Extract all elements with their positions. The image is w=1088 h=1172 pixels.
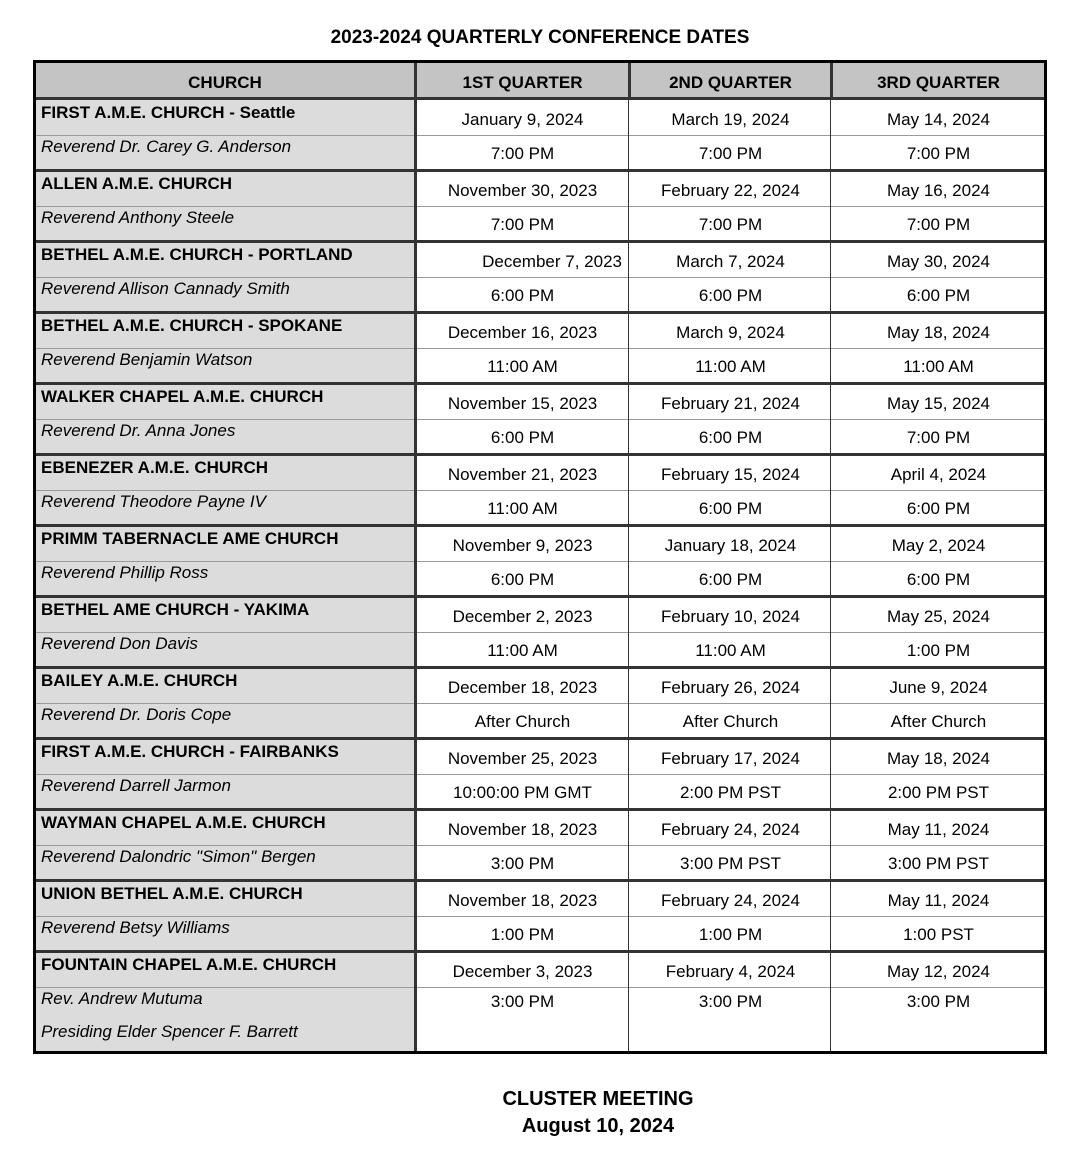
table-row [36,631,1044,665]
column-divider [830,313,831,384]
q3-date: May 30, 2024 [886,252,990,271]
church-name: BETHEL A.M.E. CHURCH - PORTLAND [41,245,353,264]
q3-time: 1:00 PM [906,641,971,660]
q2-time: After Church [682,712,779,731]
table-row [36,489,1044,523]
church-name: BAILEY A.M.E. CHURCH [41,671,238,690]
header-divider [628,63,631,100]
q1-time: 11:00 AM [487,499,558,518]
table-row [36,915,1044,949]
q2-time: 3:00 PM [698,992,763,1011]
table-row [36,276,1044,310]
block-divider [36,169,1044,172]
q1-time: 10:00:00 PM GMT [453,783,592,802]
column-divider [414,455,417,526]
q2-date: February 22, 2024 [661,181,800,200]
column-divider [830,242,831,313]
q2-time: 6:00 PM [698,286,763,305]
church-block [36,171,1044,242]
church-name: WAYMAN CHAPEL A.M.E. CHURCH [41,813,326,832]
column-divider [414,526,417,597]
table-row [36,134,1044,168]
q1-time: 6:00 PM [490,428,555,447]
pastor-name: Reverend Anthony Steele [41,208,235,227]
q2-time: 11:00 AM [695,641,766,660]
column-divider [628,952,629,1051]
q2-time: 2:00 PM PST [679,783,782,802]
table-row [36,810,1044,844]
q1-time: 6:00 PM [490,570,555,589]
column-divider [628,242,629,313]
column-divider [414,242,417,313]
column-divider [628,597,629,668]
q2-date: February 24, 2024 [661,820,800,839]
block-divider [36,524,1044,527]
pastor-name: Reverend Benjamin Watson [41,350,253,369]
block-divider [36,240,1044,243]
q1-date: December 7, 2023 [482,252,622,271]
pastor-name: Reverend Betsy Williams [41,918,230,937]
q1-time: 11:00 AM [487,641,558,660]
block-divider [36,595,1044,598]
column-divider [830,597,831,668]
q2-time: 11:00 AM [695,357,766,376]
column-divider [628,739,629,810]
column-divider [414,810,417,881]
q3-time: 1:00 PST [903,925,974,944]
column-divider [628,100,629,171]
q1-time: 3:00 PM [490,992,555,1011]
header-q2: 2ND QUARTER [669,73,792,92]
church-name: WALKER CHAPEL A.M.E. CHURCH [41,387,324,406]
q1-date: November 30, 2023 [447,181,598,200]
presiding-elder: Presiding Elder Spencer F. Barrett [41,1022,298,1041]
table-row [36,171,1044,205]
church-name: FIRST A.M.E. CHURCH - FAIRBANKS [41,742,339,761]
table-row [36,1019,1044,1053]
column-divider [830,881,831,952]
q3-date: May 12, 2024 [886,962,990,981]
church-block [36,100,1044,171]
column-divider [414,313,417,384]
church-block [36,242,1044,313]
column-divider [414,597,417,668]
q3-time: 3:00 PM [906,992,971,1011]
table-header [36,63,1044,100]
block-divider [36,879,1044,882]
church-name: PRIMM TABERNACLE AME CHURCH [41,529,339,548]
q3-time: 11:00 AM [903,357,974,376]
q1-time: After Church [474,712,571,731]
table-row [36,560,1044,594]
church-block [36,810,1044,881]
column-divider [628,668,629,739]
q2-time: 1:00 PM [698,925,763,944]
q1-date: December 16, 2023 [447,323,598,342]
q2-date: February 15, 2024 [661,465,800,484]
q3-time: 6:00 PM [906,286,971,305]
q1-time: 7:00 PM [490,144,555,163]
q1-date: November 25, 2023 [447,749,598,768]
q1-date: December 18, 2023 [447,678,598,697]
column-divider [830,739,831,810]
q3-date: April 4, 2024 [890,465,987,484]
q2-date: February 26, 2024 [661,678,800,697]
pastor-name: Reverend Theodore Payne IV [41,492,266,511]
table-row [36,986,1044,1020]
q2-time: 7:00 PM [698,144,763,163]
q2-time: 7:00 PM [698,215,763,234]
column-divider [830,526,831,597]
table-row [36,881,1044,915]
column-divider [628,526,629,597]
column-divider [628,881,629,952]
pastor-name: Rev. Andrew Mutuma [41,989,203,1008]
q2-date: February 4, 2024 [665,962,796,981]
column-divider [830,952,831,1051]
pastor-name: Reverend Dr. Carey G. Anderson [41,137,292,156]
q3-date: May 16, 2024 [886,181,990,200]
q3-date: May 2, 2024 [891,536,986,555]
q1-time: 11:00 AM [487,357,558,376]
church-name: ALLEN A.M.E. CHURCH [41,174,233,193]
header-q1: 1ST QUARTER [462,73,583,92]
q3-date: May 18, 2024 [886,323,990,342]
block-divider [36,311,1044,314]
q3-date: May 18, 2024 [886,749,990,768]
church-block [36,597,1044,668]
pastor-name: Reverend Don Davis [41,634,198,653]
q3-time: 6:00 PM [906,499,971,518]
q3-date: May 11, 2024 [887,891,990,910]
pastor-name: Reverend Dalondric "Simon" Bergen [41,847,316,866]
column-divider [414,100,417,171]
table-row [36,668,1044,702]
q1-time: 7:00 PM [490,215,555,234]
q1-date: November 15, 2023 [447,394,598,413]
block-divider [36,453,1044,456]
table-row [36,205,1044,239]
q1-date: November 9, 2023 [452,536,593,555]
table-row [36,952,1044,986]
block-divider [36,666,1044,669]
q1-date: November 18, 2023 [447,891,598,910]
q3-time: 6:00 PM [906,570,971,589]
table-row [36,597,1044,631]
column-divider [830,455,831,526]
table-row [36,347,1044,381]
table-row [36,384,1044,418]
table-row [36,844,1044,878]
table-row [36,773,1044,807]
table-row [36,702,1044,736]
q3-time: 7:00 PM [906,144,971,163]
church-name: BETHEL A.M.E. CHURCH - SPOKANE [41,316,343,335]
column-divider [830,810,831,881]
header-q3: 3RD QUARTER [877,73,1000,92]
q3-time: 2:00 PM PST [887,783,990,802]
column-divider [414,739,417,810]
church-name: BETHEL AME CHURCH - YAKIMA [41,600,310,619]
q2-time: 6:00 PM [698,499,763,518]
pastor-name: Reverend Darrell Jarmon [41,776,231,795]
q2-date: February 17, 2024 [661,749,800,768]
q2-date: February 10, 2024 [661,607,800,626]
q2-time: 6:00 PM [698,428,763,447]
column-divider [830,668,831,739]
column-divider [628,455,629,526]
column-divider [628,171,629,242]
q3-date: May 25, 2024 [886,607,990,626]
church-block [36,881,1044,952]
block-divider [36,950,1044,953]
church-name: EBENEZER A.M.E. CHURCH [41,458,268,477]
q1-time: 6:00 PM [490,286,555,305]
block-divider [36,808,1044,811]
q1-time: 1:00 PM [490,925,555,944]
q2-date: March 7, 2024 [676,252,785,271]
header-divider [414,63,417,100]
table-row [36,739,1044,773]
q2-time: 3:00 PM PST [679,854,782,873]
church-name: FIRST A.M.E. CHURCH - Seattle [41,103,296,122]
table-row [36,242,1044,276]
column-divider [628,313,629,384]
church-block [36,668,1044,739]
block-divider [36,737,1044,740]
pastor-name: Reverend Allison Cannady Smith [41,279,290,298]
q3-date: May 15, 2024 [886,394,990,413]
q1-date: January 9, 2024 [461,110,584,129]
q3-time: 7:00 PM [906,215,971,234]
q1-date: December 2, 2023 [452,607,593,626]
q2-time: 6:00 PM [698,570,763,589]
table-row [36,455,1044,489]
column-divider [414,881,417,952]
q1-date: November 18, 2023 [447,820,598,839]
column-divider [414,668,417,739]
table-row [36,418,1044,452]
cluster-meeting-date: August 10, 2024 [521,1115,675,1137]
q2-date: January 18, 2024 [664,536,797,555]
q3-date: May 14, 2024 [886,110,990,129]
q3-date: May 11, 2024 [887,820,990,839]
q2-date: February 21, 2024 [661,394,800,413]
column-divider [830,100,831,171]
church-block [36,952,1044,1051]
header-divider [830,63,833,100]
church-block [36,384,1044,455]
church-name: FOUNTAIN CHAPEL A.M.E. CHURCH [41,955,337,974]
column-divider [830,171,831,242]
column-divider [414,952,417,1051]
q1-date: November 21, 2023 [447,465,598,484]
column-divider [830,384,831,455]
cluster-meeting-title: CLUSTER MEETING [502,1088,694,1110]
q1-date: December 3, 2023 [452,962,593,981]
schedule-table [33,60,1047,1054]
q3-time: 7:00 PM [906,428,971,447]
column-divider [414,171,417,242]
page-title: 2023-2024 QUARTERLY CONFERENCE DATES [330,27,750,48]
column-divider [414,384,417,455]
q3-time: After Church [890,712,987,731]
church-block [36,313,1044,384]
church-block [36,455,1044,526]
q2-date: March 9, 2024 [676,323,785,342]
block-divider [36,382,1044,385]
column-divider [628,810,629,881]
table-row [36,313,1044,347]
pastor-name: Reverend Dr. Doris Cope [41,705,232,724]
q2-date: March 19, 2024 [671,110,790,129]
q3-date: June 9, 2024 [889,678,988,697]
q1-time: 3:00 PM [490,854,555,873]
church-name: UNION BETHEL A.M.E. CHURCH [41,884,303,903]
q3-time: 3:00 PM PST [887,854,990,873]
church-block [36,739,1044,810]
table-row [36,526,1044,560]
table-row [36,100,1044,134]
pastor-name: Reverend Phillip Ross [41,563,209,582]
q2-date: February 24, 2024 [661,891,800,910]
column-divider [628,384,629,455]
church-block [36,526,1044,597]
pastor-name: Reverend Dr. Anna Jones [41,421,236,440]
header-church: CHURCH [188,73,262,92]
